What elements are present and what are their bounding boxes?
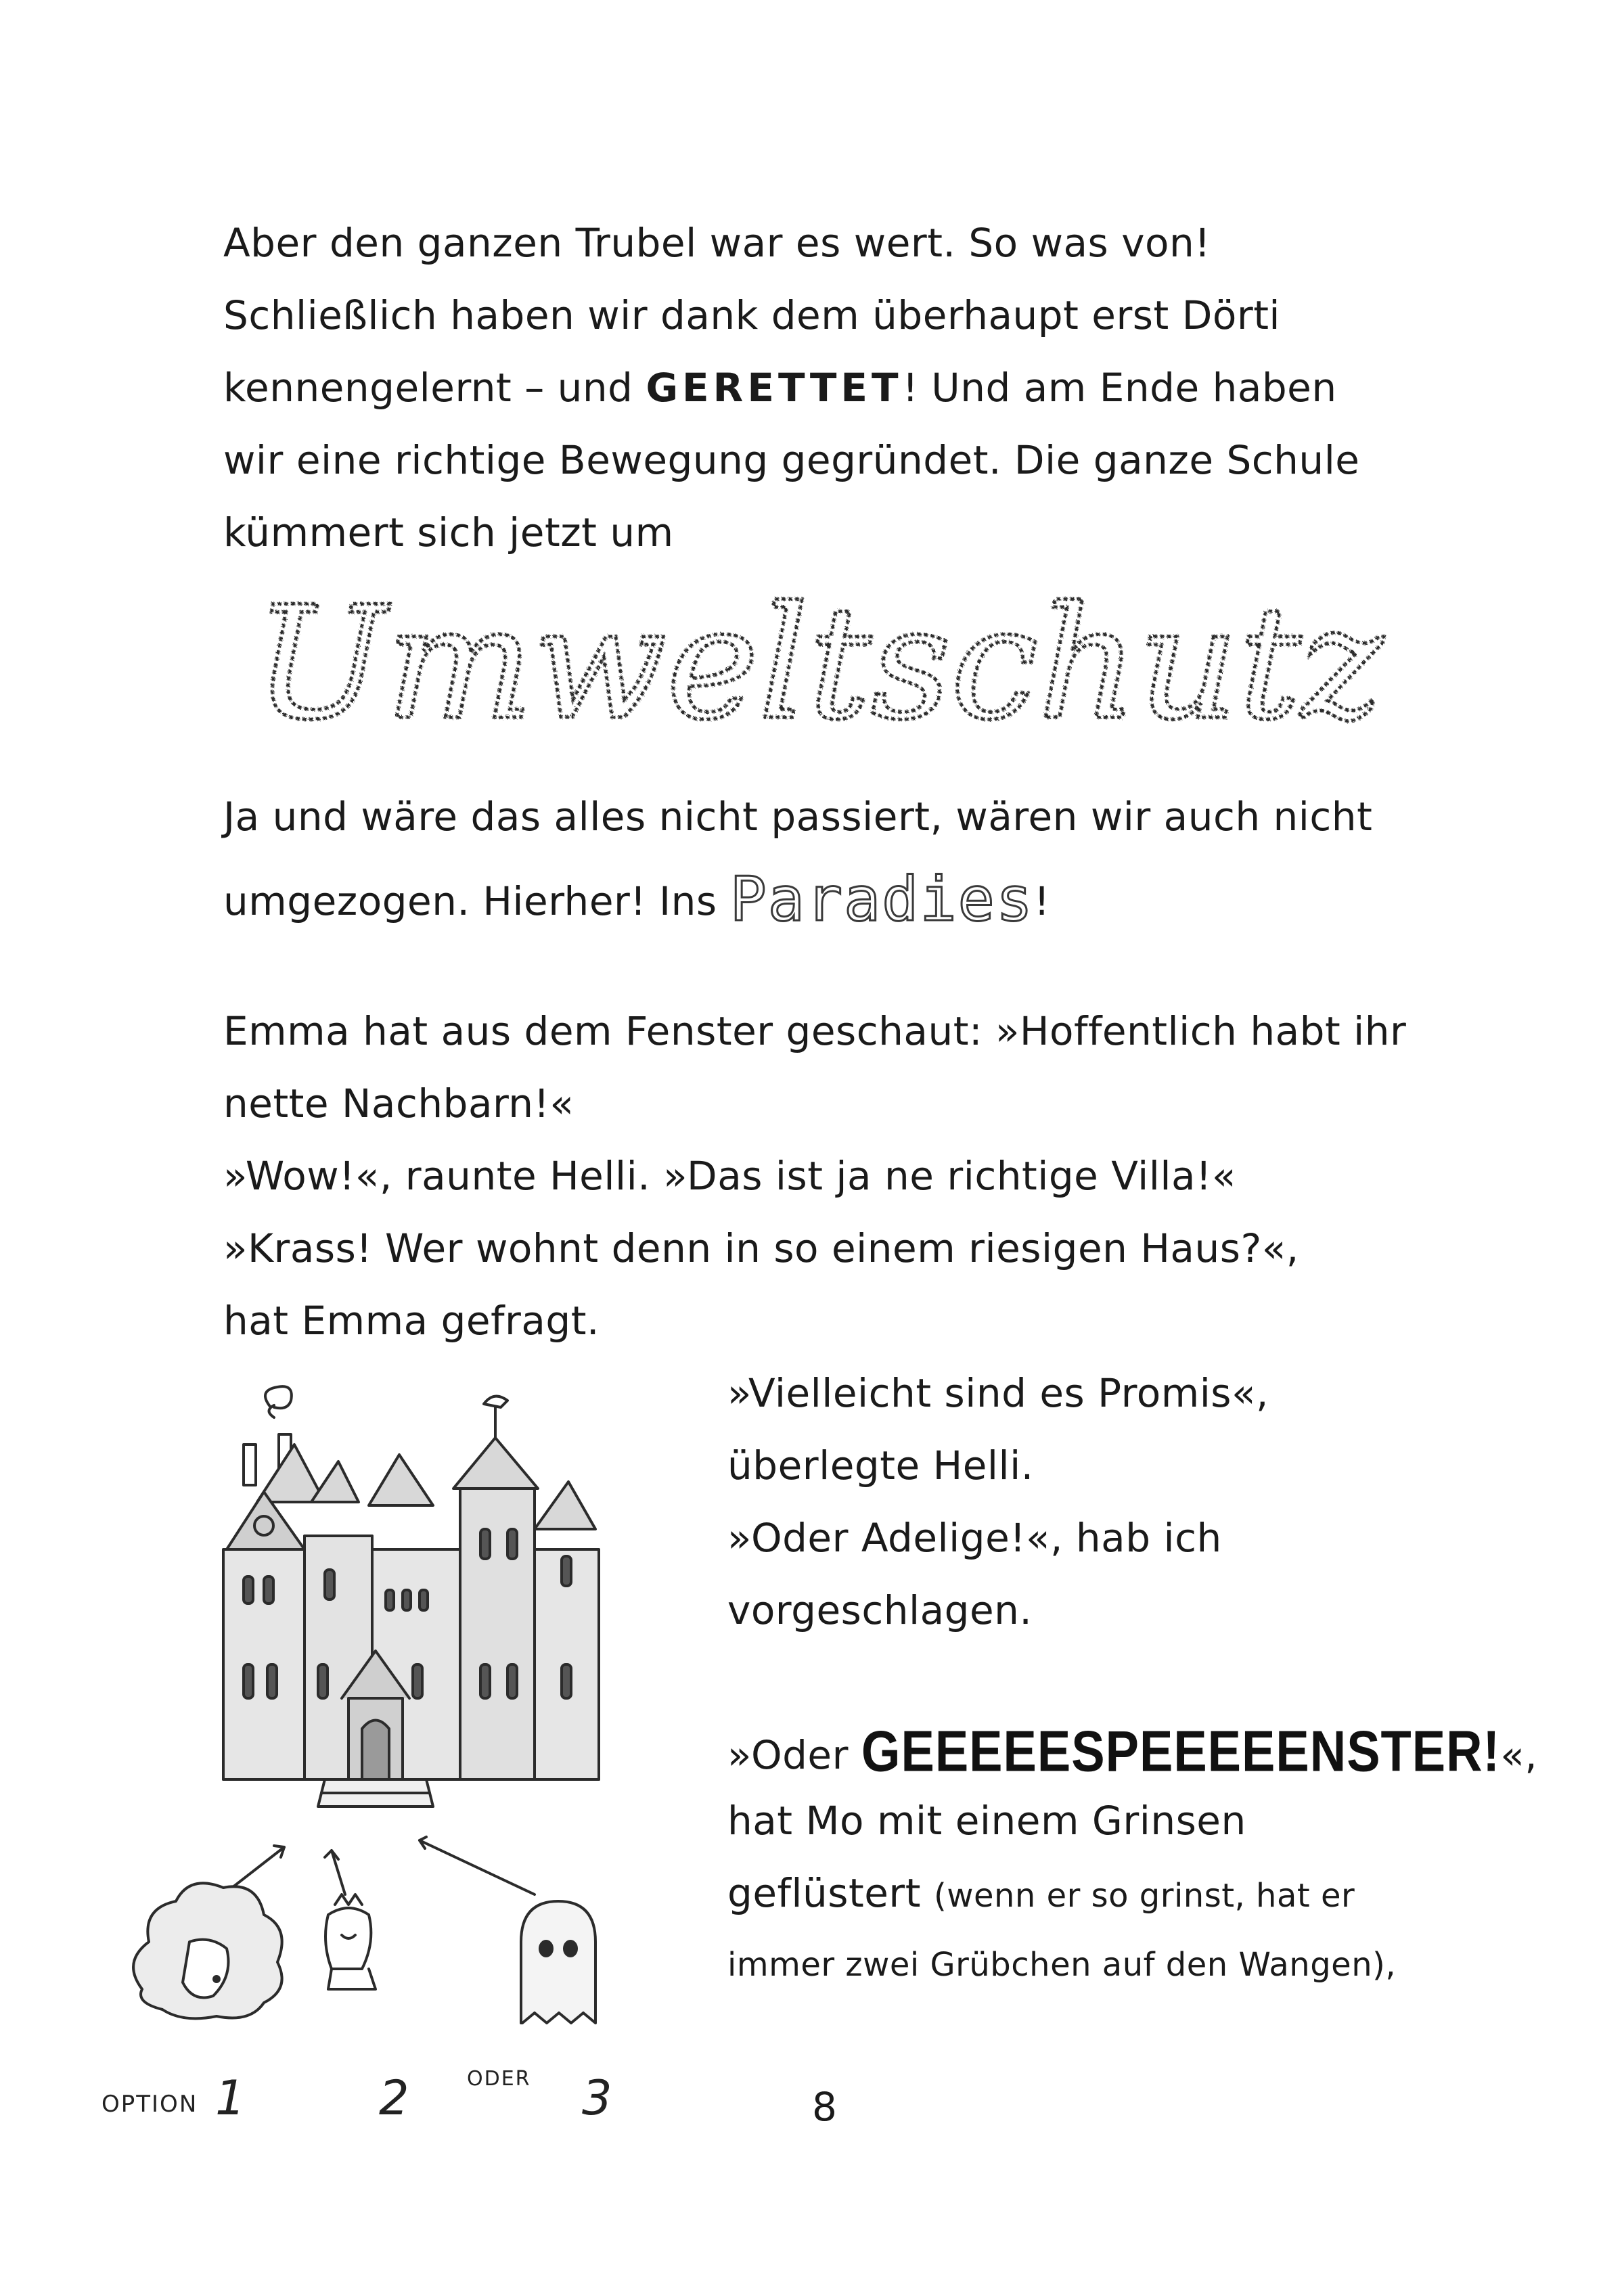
oder-label: ODER: [467, 2067, 531, 2091]
umweltschutz-decorative-heading: [0, 575, 1624, 794]
right-line-6: hat Mo mit einem Grinsen: [727, 1798, 1246, 1844]
paradies-outline-word: Paradies: [729, 864, 1035, 935]
right-line-7-start: geflüstert: [727, 1870, 934, 1916]
right-line-3: »Oder Adelige!«, hab ich: [727, 1515, 1222, 1561]
text-line-1: Aber den ganzen Trubel war es wert. So was von!: [223, 220, 1211, 266]
text-line-11: »Krass! Wer wohnt denn in so einem riesigen Haus?«,: [223, 1225, 1299, 1271]
lady-figure-icon: [133, 1883, 282, 2018]
text-line-7-start: umgezogen. Hierher! Ins: [223, 878, 730, 924]
text-line-2: Schließlich haben wir dank dem überhaupt erst Dörti: [223, 292, 1281, 338]
right-line-1: »Vielleicht sind es Promis«,: [727, 1370, 1269, 1416]
text-line-10: »Wow!«, raunte Helli. »Das ist ja ne richtige Villa!«: [223, 1153, 1236, 1199]
right-line-7-aside: (wenn er so grinst, hat er: [933, 1877, 1355, 1915]
text-line-6: Ja und wäre das alles nicht passiert, wären wir auch nicht: [223, 794, 1373, 840]
page-number: 8: [812, 2084, 837, 2130]
text-line-3-end: ! Und am Ende haben: [902, 365, 1337, 411]
ghost-figure-icon: [521, 1901, 595, 2023]
geeeeespeeeeenster-spooky-word: GEEEEESPEEEEENSTER!: [861, 1719, 1501, 1784]
right-line-8: immer zwei Grübchen auf den Wangen),: [727, 1946, 1397, 1984]
right-line-5-start: »Oder: [727, 1732, 861, 1778]
villa-illustration: [102, 1380, 656, 2060]
smoke-icon: [265, 1386, 292, 1417]
option-number-2: 2: [379, 2070, 409, 2126]
text-line-7-end: !: [1034, 878, 1050, 924]
text-line-7: [223, 864, 1050, 935]
text-line-5: kümmert sich jetzt um: [223, 509, 674, 555]
text-line-4: wir eine richtige Bewegung gegründet. Die ganze Schule: [223, 437, 1360, 483]
option-label: OPTION: [102, 2091, 198, 2118]
text-line-8: Emma hat aus dem Fenster geschaut: »Hoffentlich habt ihr: [223, 1008, 1407, 1054]
umweltschutz-word: Umweltschutz: [254, 575, 1383, 754]
text-line-3: [223, 365, 1337, 411]
right-line-4: vorgeschlagen.: [727, 1587, 1033, 1633]
king-figure-icon: [325, 1894, 376, 1989]
emphasis-gerettet: GERETTET: [646, 365, 903, 411]
right-line-7: [727, 1870, 1355, 1916]
option-number-1: 1: [215, 2070, 246, 2126]
right-line-5: [727, 1719, 1538, 1784]
right-line-5-end: «,: [1500, 1732, 1538, 1778]
text-line-9: nette Nachbarn!«: [223, 1081, 574, 1127]
text-line-12: hat Emma gefragt.: [223, 1298, 600, 1344]
option-number-3: 3: [582, 2070, 612, 2126]
text-line-3-start: kennengelernt – und: [223, 365, 646, 411]
right-line-2: überlegte Helli.: [727, 1442, 1034, 1489]
